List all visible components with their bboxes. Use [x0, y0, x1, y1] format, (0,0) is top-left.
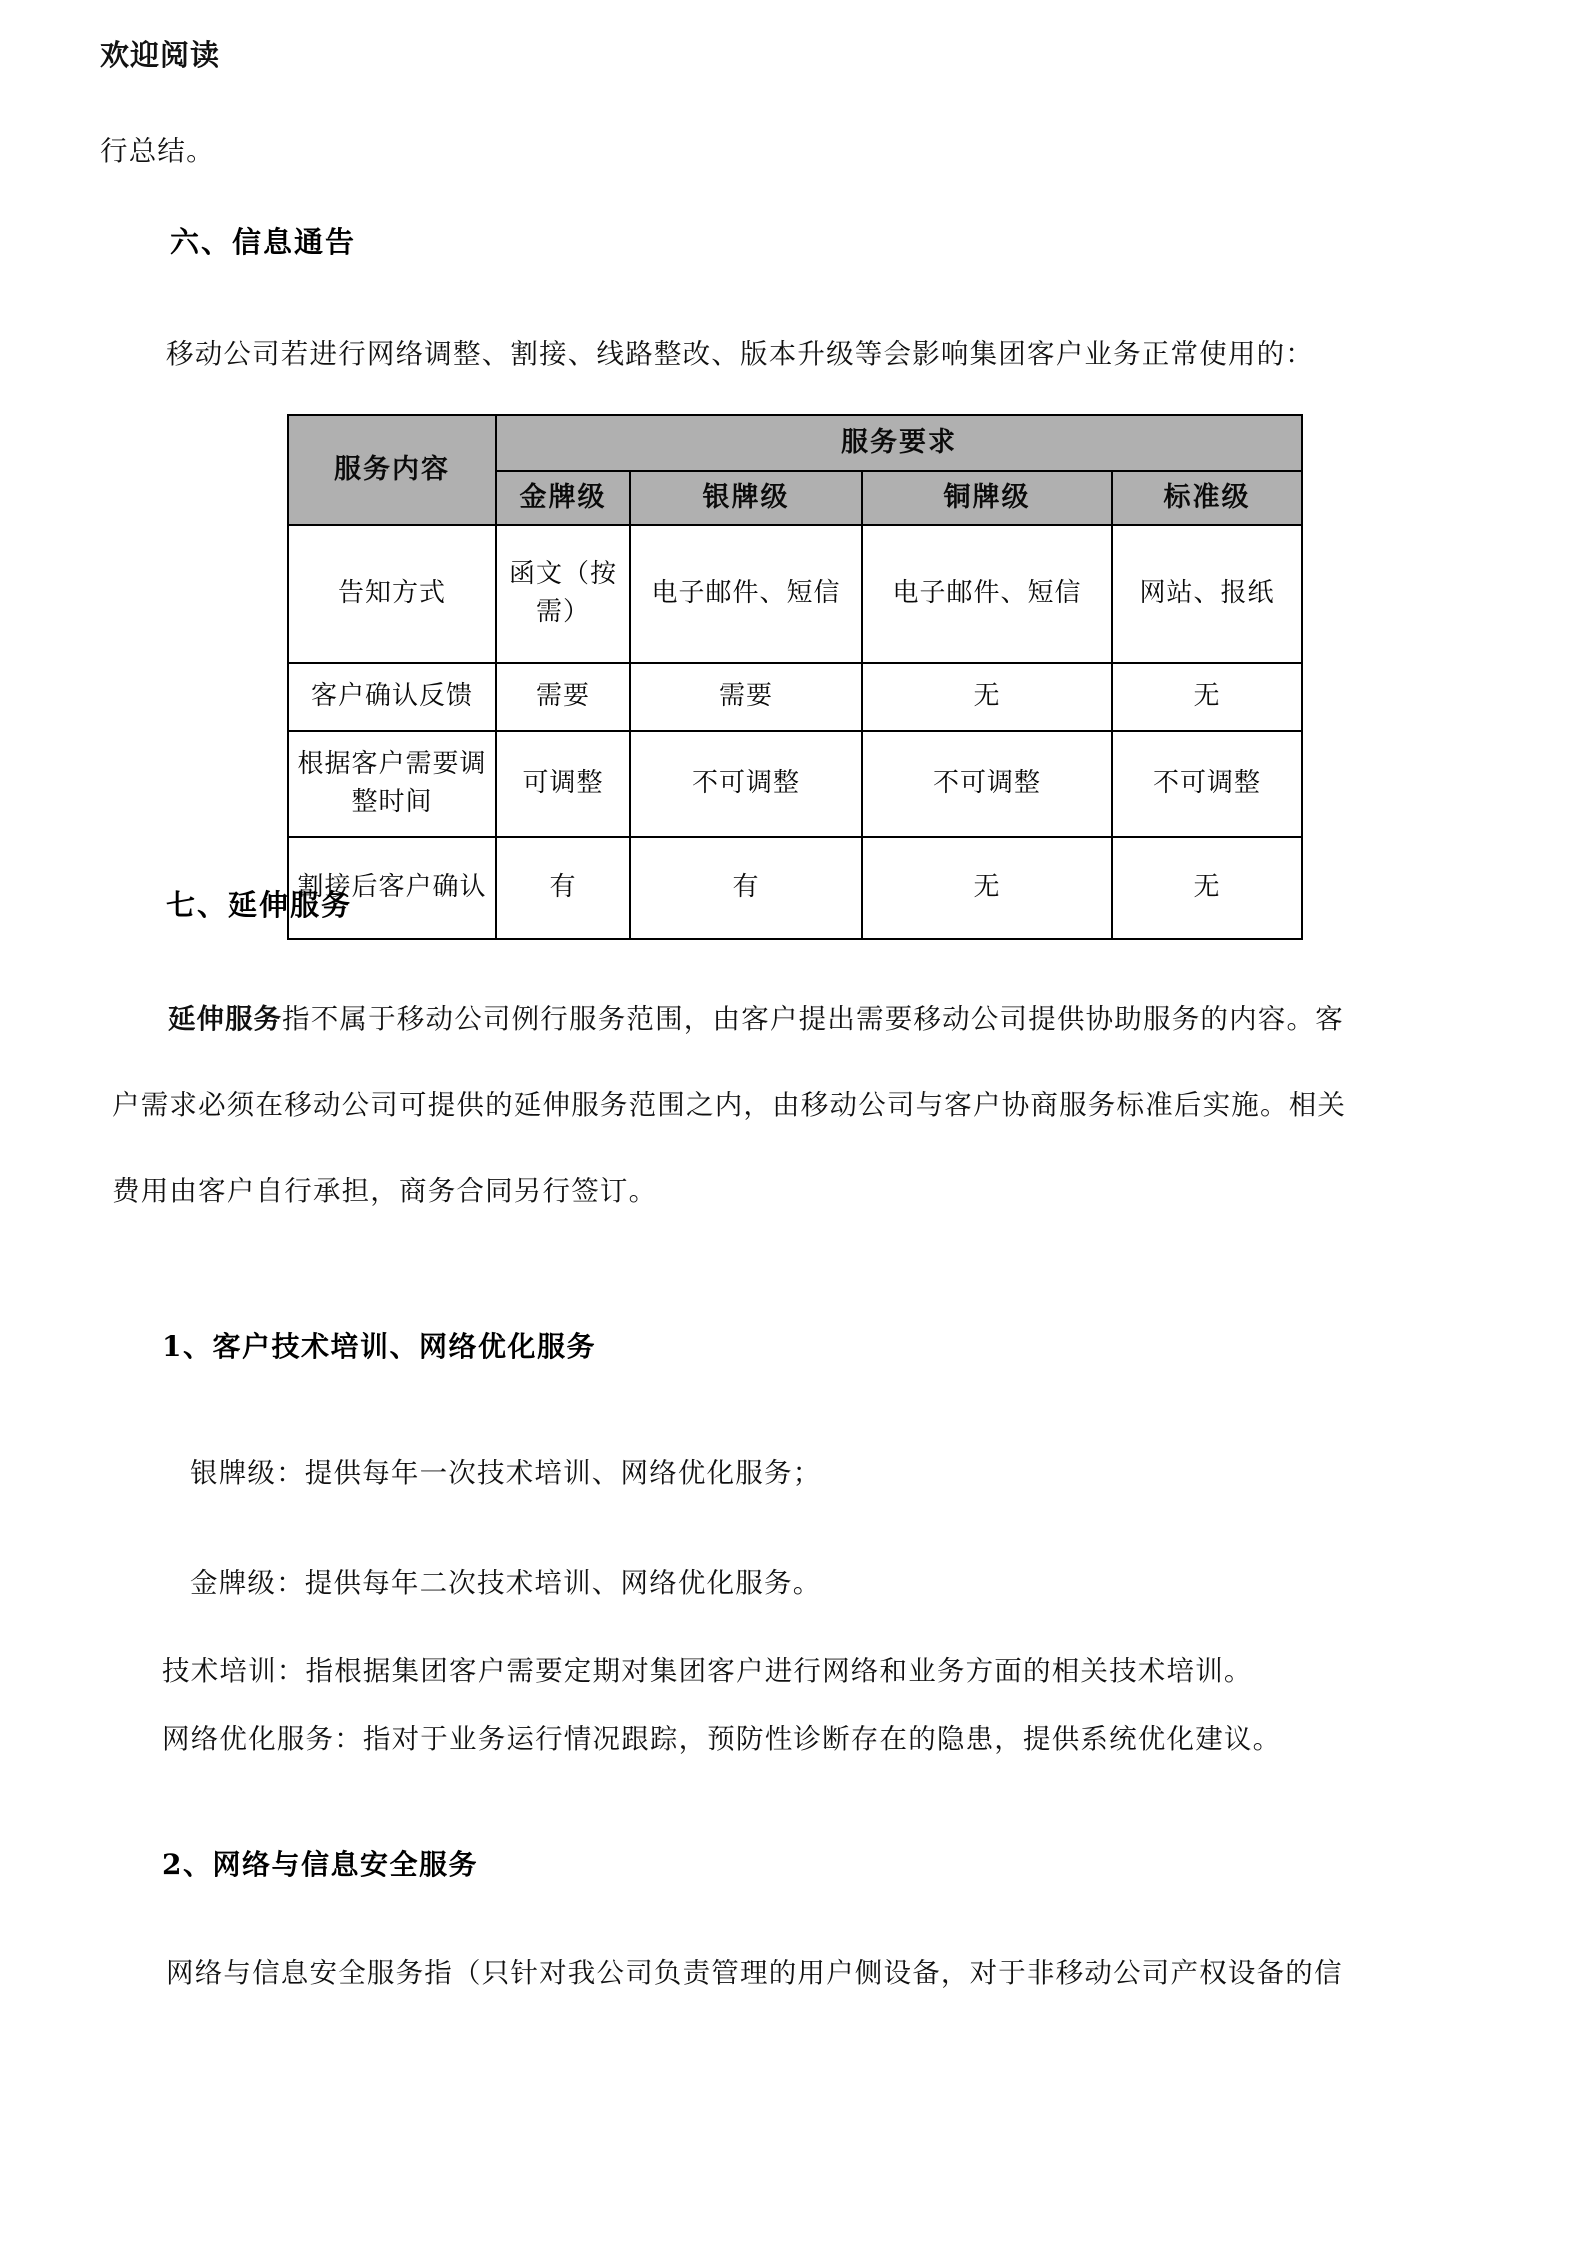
continued-line: 行总结。: [100, 135, 215, 167]
table-header-level-standard: 标准级: [1112, 471, 1302, 525]
row-value-standard: 不可调整: [1112, 731, 1302, 837]
row-value-bronze: 无: [862, 837, 1112, 939]
table-header-level-gold: 金牌级: [496, 471, 630, 525]
security-service-paragraph-line-1: 网络与信息安全服务指（只针对我公司负责管理的用户侧设备，对于非移动公司产权设备的信: [166, 1957, 1343, 1989]
table-header-level-bronze: 铜牌级: [862, 471, 1112, 525]
row-value-standard: 网站、报纸: [1112, 525, 1302, 663]
section-6-intro: 移动公司若进行网络调整、割接、线路整改、版本升级等会影响集团客户业务正常使用的：: [166, 338, 1314, 370]
row-value-silver: 需要: [630, 663, 862, 731]
network-optimization-definition: 网络优化服务：指对于业务运行情况跟踪，预防性诊断存在的隐患，提供系统优化建议。: [162, 1723, 1282, 1755]
row-value-silver: 电子邮件、短信: [630, 525, 862, 663]
row-value-bronze: 无: [862, 663, 1112, 731]
section-heading-7: 七、延伸服务: [166, 888, 353, 922]
table-row: [288, 663, 1302, 731]
technical-training-definition: 技术培训：指根据集团客户需要定期对集团客户进行网络和业务方面的相关技术培训。: [162, 1655, 1253, 1687]
subsection-heading-2: 2、网络与信息安全服务: [162, 1848, 478, 1881]
section-7-paragraph-line-2: 户需求必须在移动公司可提供的延伸服务范围之内，由移动公司与客户协商服务标准后实施。相关: [112, 1089, 1347, 1121]
row-label: 根据客户需要调整时间: [288, 731, 496, 837]
table-header-level-silver: 银牌级: [630, 471, 862, 525]
section-7-paragraph-line-3: 费用由客户自行承担，商务合同另行签订。: [112, 1175, 658, 1207]
row-value-gold: 函文（按需）: [496, 525, 630, 663]
table-row: [288, 525, 1302, 663]
row-label: 割接后客户确认: [288, 837, 496, 939]
table-header-service-content: 服务内容: [288, 415, 496, 525]
extended-service-term: 延伸服务: [168, 1003, 282, 1035]
table-header-row-top: [288, 415, 1302, 471]
row-label: 告知方式: [288, 525, 496, 663]
table-row: [288, 731, 1302, 837]
service-requirements-table: [287, 414, 1303, 940]
row-value-bronze: 不可调整: [862, 731, 1112, 837]
row-value-gold: 可调整: [496, 731, 630, 837]
table-header-service-requirement: 服务要求: [496, 415, 1302, 471]
row-value-gold: 需要: [496, 663, 630, 731]
gold-level-training-item: 金牌级：提供每年二次技术培训、网络优化服务。: [190, 1567, 822, 1599]
extended-service-rest: 指不属于移动公司例行服务范围，由客户提出需要移动公司提供协助服务的内容。客: [282, 1003, 1344, 1035]
subsection-heading-1: 1、客户技术培训、网络优化服务: [162, 1330, 596, 1363]
table-row: [288, 837, 1302, 939]
section-heading-6: 六、信息通告: [170, 225, 357, 259]
row-value-bronze: 电子邮件、短信: [862, 525, 1112, 663]
welcome-header: 欢迎阅读: [100, 38, 221, 72]
section-7-paragraph-line-1: [168, 996, 1344, 1036]
row-value-standard: 无: [1112, 837, 1302, 939]
row-value-silver: 不可调整: [630, 731, 862, 837]
row-label: 客户确认反馈: [288, 663, 496, 731]
row-value-gold: 有: [496, 837, 630, 939]
silver-level-training-item: 银牌级：提供每年一次技术培训、网络优化服务；: [190, 1457, 822, 1489]
row-value-silver: 有: [630, 837, 862, 939]
row-value-standard: 无: [1112, 663, 1302, 731]
